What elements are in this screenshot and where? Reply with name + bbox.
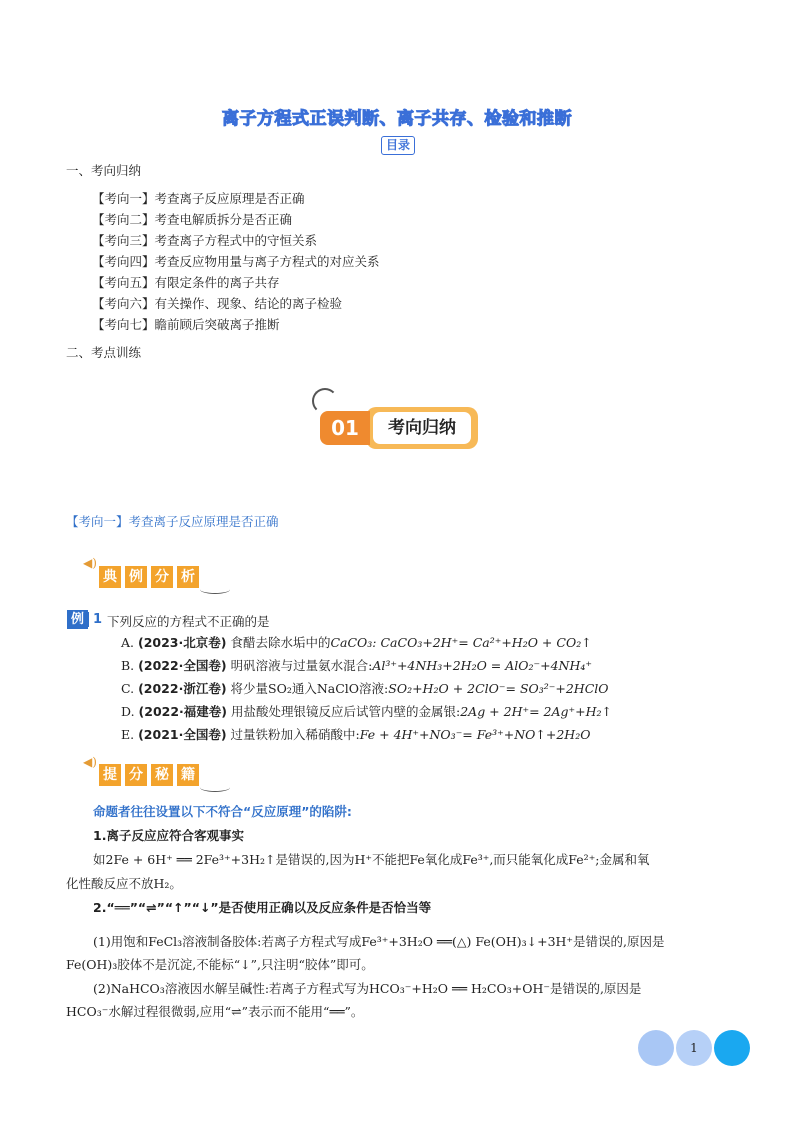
toc-label: 目录 (381, 136, 415, 155)
score-tips-tag: 提 分 秘 籍 (99, 764, 203, 790)
speaker-icon: ◀) (83, 556, 97, 570)
topic-heading: 【考向一】考查离子反应原理是否正确 (66, 514, 279, 529)
toc-item[interactable]: 【考向七】瞻前顾后突破离子推断 (92, 317, 280, 332)
example-tag: 例 1 (67, 610, 106, 629)
section-heading-1: 一、考向归纳 (66, 163, 142, 178)
section-banner (320, 407, 478, 449)
section-heading-2: 二、考点训练 (66, 345, 142, 360)
toc-item[interactable]: 【考向四】考查反应物用量与离子方程式的对应关系 (92, 254, 380, 269)
tip1-text: 如2Fe + 6H⁺ ══ 2Fe³⁺+3H₂↑是错误的,因为H⁺不能把Fe氧化成Fe³⁺,而只能氧化成Fe²⁺;金属和氧 (93, 852, 650, 867)
example-question: 下列反应的方程式不正确的是 (107, 614, 270, 629)
tip2-para2-cont: HCO₃⁻水解过程很微弱,应用“⇌”表示而不能用“══”。 (66, 1004, 364, 1019)
tip1-title: 1.离子反应应符合客观事实 (93, 828, 244, 843)
option-b[interactable]: B. (2022·全国卷) 明矾溶液与过量氨水混合:Al³⁺+4NH₃+2H₂O = AlO₂⁻+4NH₄⁺ (121, 658, 592, 673)
option-a[interactable]: A. (2023·北京卷) 食醋去除水垢中的CaCO₃: CaCO₃+2H⁺= Ca²⁺+H₂O + CO₂↑ (121, 635, 592, 650)
example-analysis-tag: 典 例 分 析 (99, 566, 203, 592)
banner-number: 01 (320, 411, 370, 445)
tip2-para1: (1)用饱和FeCl₃溶液制备胶体:若离子方程式写成Fe³⁺+3H₂O ══(△) Fe(OH)₃↓+3H⁺是错误的,原因是 (93, 934, 665, 949)
squiggle-decoration (200, 783, 230, 792)
toc-item[interactable]: 【考向二】考查电解质拆分是否正确 (92, 212, 293, 227)
option-c[interactable]: C. (2022·浙江卷) 将少量SO₂通入NaClO溶液:SO₂+H₂O + 2ClO⁻= SO₃²⁻+2HClO (121, 681, 609, 696)
page-next-button[interactable] (714, 1030, 750, 1066)
document-title: 离子方程式正误判断、离子共存、检验和推断 (222, 109, 572, 129)
toc-item[interactable]: 【考向六】有关操作、现象、结论的离子检验 (92, 296, 343, 311)
page-number: 1 (676, 1030, 712, 1066)
option-d[interactable]: D. (2022·福建卷) 用盐酸处理银镜反应后试管内壁的金属银:2Ag + 2H⁺= 2Ag⁺+H₂↑ (121, 704, 612, 719)
speaker-icon: ◀) (83, 755, 97, 769)
toc-item[interactable]: 【考向五】有限定条件的离子共存 (92, 275, 280, 290)
tip2-para1-cont: Fe(OH)₃胶体不是沉淀,不能标“↓”,只注明“胶体”即可。 (66, 957, 374, 972)
tips-intro: 命题者往往设置以下不符合“反应原理”的陷阱: (93, 804, 352, 819)
tip2-title: 2.“══”“⇌”“↑”“↓”是否使用正确以及反应条件是否恰当等 (93, 900, 432, 915)
banner-label: 考向归纳 (373, 412, 471, 444)
toc-item[interactable]: 【考向三】考查离子方程式中的守恒关系 (92, 233, 318, 248)
tip2-para2: (2)NaHCO₃溶液因水解呈碱性:若离子方程式写为HCO₃⁻+H₂O ══ H₂CO₃+OH⁻是错误的,原因是 (93, 981, 642, 996)
option-e[interactable]: E. (2021·全国卷) 过量铁粉加入稀硝酸中:Fe + 4H⁺+NO₃⁻= Fe³⁺+NO↑+2H₂O (121, 727, 591, 742)
page-prev-button[interactable] (638, 1030, 674, 1066)
tip1-text-cont: 化性酸反应不放H₂。 (66, 876, 182, 891)
toc-list (92, 188, 380, 335)
squiggle-decoration (200, 585, 230, 594)
toc-item[interactable]: 【考向一】考查离子反应原理是否正确 (92, 191, 305, 206)
